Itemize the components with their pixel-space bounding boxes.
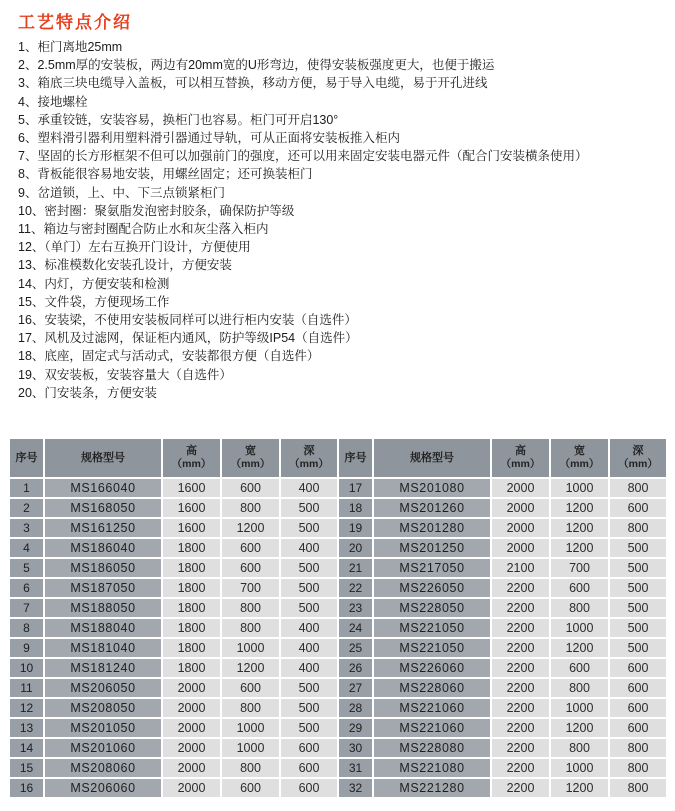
spec-cell-no: 11	[10, 679, 43, 697]
spec-cell-d: 500	[610, 559, 666, 577]
spec-cell-w: 800	[222, 699, 279, 717]
spec-cell-model: MS206050	[45, 679, 161, 697]
feature-item: 20、门安装条，方便安装	[18, 385, 157, 400]
spec-cell-h: 2000	[163, 779, 220, 797]
spec-cell-w: 1200	[551, 639, 608, 657]
spec-cell-w: 1200	[551, 539, 608, 557]
feature-item: 6、塑料滑引器利用塑料滑引器通过导轨，可从正面将安装板推入柜内	[18, 131, 400, 146]
page-title: 工艺特点介绍	[18, 13, 132, 32]
spec-cell-w: 800	[551, 679, 608, 697]
spec-cell-w: 800	[222, 759, 279, 777]
spec-cell-h: 2200	[492, 619, 549, 637]
feature-item: 8、背板能很容易地安装，用螺丝固定；还可换装柜门	[18, 167, 313, 182]
feature-item: 13、标准模数化安装孔设计，方便安装	[18, 258, 232, 273]
spec-cell-model: MS208060	[45, 759, 161, 777]
spec-row	[10, 499, 666, 517]
feature-item: 3、箱底三块电缆导入盖板，可以相互替换，移动方便，易于导入电缆，易于开孔进线	[18, 76, 488, 91]
spec-cell-model: MS221050	[374, 619, 490, 637]
spec-cell-d: 800	[610, 479, 666, 497]
spec-cell-d: 600	[610, 499, 666, 517]
spec-cell-w: 600	[551, 579, 608, 597]
spec-cell-no: 30	[339, 739, 372, 757]
spec-cell-d: 800	[610, 739, 666, 757]
spec-cell-w: 600	[222, 479, 279, 497]
spec-cell-d: 500	[610, 619, 666, 637]
feature-item: 18、底座，固定式与活动式，安装都很方便（自选件）	[18, 349, 320, 364]
spec-cell-h: 2000	[163, 679, 220, 697]
spec-row	[10, 599, 666, 617]
spec-cell-w: 1000	[222, 739, 279, 757]
col-header-w: 宽 （mm）	[222, 439, 279, 477]
spec-cell-model: MS201060	[45, 739, 161, 757]
spec-cell-w: 800	[222, 599, 279, 617]
spec-cell-no: 12	[10, 699, 43, 717]
spec-cell-no: 32	[339, 779, 372, 797]
spec-table-header-row	[10, 439, 666, 477]
spec-cell-d: 600	[610, 699, 666, 717]
spec-cell-model: MS201280	[374, 519, 490, 537]
spec-cell-w: 600	[222, 559, 279, 577]
spec-cell-w: 1000	[551, 619, 608, 637]
spec-cell-h: 2200	[492, 739, 549, 757]
spec-cell-no: 21	[339, 559, 372, 577]
feature-item: 14、内灯，方便安装和检测	[18, 276, 170, 291]
spec-cell-d: 500	[610, 539, 666, 557]
spec-cell-d: 800	[610, 759, 666, 777]
feature-item: 15、文件袋，方便现场工作	[18, 294, 170, 309]
spec-cell-h: 2000	[163, 699, 220, 717]
spec-cell-no: 29	[339, 719, 372, 737]
spec-cell-d: 400	[281, 539, 337, 557]
spec-cell-d: 400	[281, 639, 337, 657]
spec-cell-h: 2000	[492, 539, 549, 557]
spec-cell-w: 800	[222, 499, 279, 517]
spec-cell-h: 1800	[163, 659, 220, 677]
spec-cell-h: 2200	[492, 659, 549, 677]
spec-cell-d: 600	[610, 679, 666, 697]
spec-cell-no: 15	[10, 759, 43, 777]
feature-item: 12、（单门）左右互换开门设计，方便使用	[18, 240, 251, 255]
spec-cell-d: 500	[281, 499, 337, 517]
spec-cell-no: 23	[339, 599, 372, 617]
spec-cell-h: 1800	[163, 599, 220, 617]
spec-cell-h: 2200	[492, 679, 549, 697]
spec-cell-w: 1000	[551, 699, 608, 717]
spec-cell-no: 27	[339, 679, 372, 697]
spec-table-head	[10, 439, 666, 477]
spec-cell-model: MS206060	[45, 779, 161, 797]
col-header-d: 深 （mm）	[281, 439, 337, 477]
feature-item: 19、双安装板，安装容量大（自选件）	[18, 367, 232, 382]
spec-cell-no: 19	[339, 519, 372, 537]
spec-cell-no: 22	[339, 579, 372, 597]
spec-cell-model: MS186050	[45, 559, 161, 577]
spec-cell-w: 1000	[551, 759, 608, 777]
feature-item: 4、接地螺栓	[18, 94, 88, 109]
spec-row	[10, 539, 666, 557]
spec-cell-d: 400	[281, 659, 337, 677]
spec-cell-model: MS228080	[374, 739, 490, 757]
spec-cell-d: 800	[610, 519, 666, 537]
spec-cell-no: 16	[10, 779, 43, 797]
spec-cell-model: MS221280	[374, 779, 490, 797]
spec-cell-w: 1200	[551, 499, 608, 517]
spec-cell-w: 1200	[551, 779, 608, 797]
spec-cell-model: MS186040	[45, 539, 161, 557]
spec-cell-h: 1800	[163, 539, 220, 557]
feature-item: 2、2.5mm厚的安装板，两边有20mm宽的U形弯边，使得安装板强度更大，也便于搬运	[18, 58, 495, 73]
spec-cell-model: MS226050	[374, 579, 490, 597]
spec-cell-h: 1600	[163, 519, 220, 537]
feature-list	[18, 38, 666, 402]
spec-cell-h: 1600	[163, 499, 220, 517]
spec-cell-w: 600	[222, 539, 279, 557]
spec-cell-h: 1800	[163, 559, 220, 577]
spec-row	[10, 559, 666, 577]
spec-cell-d: 500	[610, 579, 666, 597]
spec-row	[10, 659, 666, 677]
spec-row	[10, 619, 666, 637]
spec-cell-h: 1600	[163, 479, 220, 497]
spec-cell-no: 25	[339, 639, 372, 657]
spec-cell-model: MS221050	[374, 639, 490, 657]
spec-cell-model: MS208050	[45, 699, 161, 717]
spec-cell-no: 13	[10, 719, 43, 737]
spec-cell-model: MS188040	[45, 619, 161, 637]
spec-cell-no: 1	[10, 479, 43, 497]
spec-cell-h: 2200	[492, 639, 549, 657]
spec-cell-model: MS168050	[45, 499, 161, 517]
spec-cell-d: 500	[281, 559, 337, 577]
spec-cell-d: 500	[281, 519, 337, 537]
spec-cell-model: MS228060	[374, 679, 490, 697]
spec-cell-d: 500	[281, 679, 337, 697]
spec-row	[10, 479, 666, 497]
spec-cell-d: 600	[281, 779, 337, 797]
spec-cell-no: 9	[10, 639, 43, 657]
col-header-model: 规格型号	[374, 439, 490, 477]
feature-item: 1、柜门离地25mm	[18, 40, 123, 54]
spec-cell-no: 6	[10, 579, 43, 597]
feature-item: 16、安装梁，不使用安装板同样可以进行柜内安装（自选件）	[18, 313, 357, 328]
spec-cell-w: 600	[222, 679, 279, 697]
spec-cell-h: 2000	[163, 739, 220, 757]
spec-cell-d: 400	[281, 479, 337, 497]
spec-cell-model: MS201260	[374, 499, 490, 517]
spec-cell-no: 7	[10, 599, 43, 617]
spec-cell-no: 14	[10, 739, 43, 757]
spec-cell-no: 17	[339, 479, 372, 497]
spec-cell-no: 8	[10, 619, 43, 637]
spec-cell-model: MS188050	[45, 599, 161, 617]
spec-cell-w: 600	[222, 779, 279, 797]
spec-cell-h: 1800	[163, 619, 220, 637]
spec-cell-w: 1000	[222, 719, 279, 737]
spec-cell-model: MS161250	[45, 519, 161, 537]
col-header-h: 高 （mm）	[492, 439, 549, 477]
spec-cell-h: 2000	[163, 759, 220, 777]
spec-row	[10, 679, 666, 697]
spec-cell-w: 1200	[222, 659, 279, 677]
spec-cell-d: 500	[610, 639, 666, 657]
spec-cell-no: 2	[10, 499, 43, 517]
spec-row	[10, 759, 666, 777]
spec-cell-model: MS187050	[45, 579, 161, 597]
spec-cell-d: 600	[281, 759, 337, 777]
spec-cell-d: 600	[281, 739, 337, 757]
spec-cell-h: 2200	[492, 759, 549, 777]
spec-cell-no: 5	[10, 559, 43, 577]
spec-cell-model: MS221060	[374, 699, 490, 717]
spec-cell-model: MS201080	[374, 479, 490, 497]
spec-cell-w: 800	[222, 619, 279, 637]
feature-item: 11、箱边与密封圈配合防止水和灰尘落入柜内	[18, 222, 269, 237]
spec-cell-h: 2200	[492, 599, 549, 617]
spec-cell-no: 26	[339, 659, 372, 677]
spec-cell-no: 28	[339, 699, 372, 717]
spec-row	[10, 519, 666, 537]
spec-cell-d: 500	[281, 579, 337, 597]
spec-cell-model: MS217050	[374, 559, 490, 577]
spec-cell-d: 400	[281, 619, 337, 637]
spec-cell-d: 500	[281, 599, 337, 617]
spec-cell-d: 500	[281, 699, 337, 717]
col-header-w: 宽 （mm）	[551, 439, 608, 477]
spec-row	[10, 579, 666, 597]
spec-cell-w: 800	[551, 599, 608, 617]
spec-cell-no: 18	[339, 499, 372, 517]
spec-cell-no: 31	[339, 759, 372, 777]
spec-cell-h: 1800	[163, 579, 220, 597]
spec-cell-w: 800	[551, 739, 608, 757]
spec-cell-no: 10	[10, 659, 43, 677]
spec-cell-h: 2200	[492, 579, 549, 597]
spec-cell-w: 1000	[222, 639, 279, 657]
spec-cell-h: 1800	[163, 639, 220, 657]
spec-cell-w: 700	[551, 559, 608, 577]
col-header-no: 序号	[339, 439, 372, 477]
spec-cell-model: MS221060	[374, 719, 490, 737]
spec-cell-w: 1200	[551, 519, 608, 537]
spec-cell-w: 600	[551, 659, 608, 677]
spec-cell-model: MS221080	[374, 759, 490, 777]
col-header-h: 高 （mm）	[163, 439, 220, 477]
col-header-model: 规格型号	[45, 439, 161, 477]
feature-item: 7、坚固的长方形框架不但可以加强前门的强度，还可以用来固定安装电器元件（配合门安装横条使用）	[18, 149, 588, 164]
spec-cell-model: MS201050	[45, 719, 161, 737]
spec-cell-h: 2000	[492, 499, 549, 517]
spec-cell-no: 4	[10, 539, 43, 557]
spec-cell-model: MS166040	[45, 479, 161, 497]
spec-cell-no: 3	[10, 519, 43, 537]
spec-cell-model: MS228050	[374, 599, 490, 617]
col-header-no: 序号	[10, 439, 43, 477]
spec-cell-w: 1000	[551, 479, 608, 497]
spec-cell-h: 2000	[163, 719, 220, 737]
spec-cell-w: 1200	[551, 719, 608, 737]
spec-cell-w: 1200	[222, 519, 279, 537]
feature-item: 17、风机及过滤网，保证柜内通风，防护等级IP54（自选件）	[18, 331, 358, 346]
spec-cell-model: MS181040	[45, 639, 161, 657]
spec-cell-d: 800	[610, 779, 666, 797]
spec-cell-h: 2000	[492, 479, 549, 497]
spec-cell-no: 20	[339, 539, 372, 557]
spec-table-body	[10, 479, 666, 797]
feature-item: 5、承重铰链，安装容易，换柜门也容易。柜门可开启130°	[18, 112, 339, 127]
spec-cell-d: 600	[610, 719, 666, 737]
spec-row	[10, 739, 666, 757]
spec-cell-d: 600	[610, 659, 666, 677]
spec-cell-h: 2200	[492, 699, 549, 717]
spec-cell-model: MS201250	[374, 539, 490, 557]
spec-row	[10, 639, 666, 657]
spec-cell-h: 2000	[492, 519, 549, 537]
spec-cell-model: MS226060	[374, 659, 490, 677]
spec-row	[10, 779, 666, 797]
spec-cell-d: 500	[610, 599, 666, 617]
spec-cell-h: 2100	[492, 559, 549, 577]
spec-cell-h: 2200	[492, 779, 549, 797]
spec-cell-d: 500	[281, 719, 337, 737]
feature-item: 10、密封圈：聚氨脂发泡密封胶条，确保防护等级	[18, 203, 295, 218]
spec-cell-h: 2200	[492, 719, 549, 737]
spec-cell-no: 24	[339, 619, 372, 637]
spec-row	[10, 719, 666, 737]
spec-cell-model: MS181240	[45, 659, 161, 677]
spec-row	[10, 699, 666, 717]
spec-cell-w: 700	[222, 579, 279, 597]
spec-table	[8, 437, 668, 799]
col-header-d: 深 （mm）	[610, 439, 666, 477]
feature-item: 9、岔道锁，上、中、下三点锁紧柜门	[18, 185, 225, 200]
